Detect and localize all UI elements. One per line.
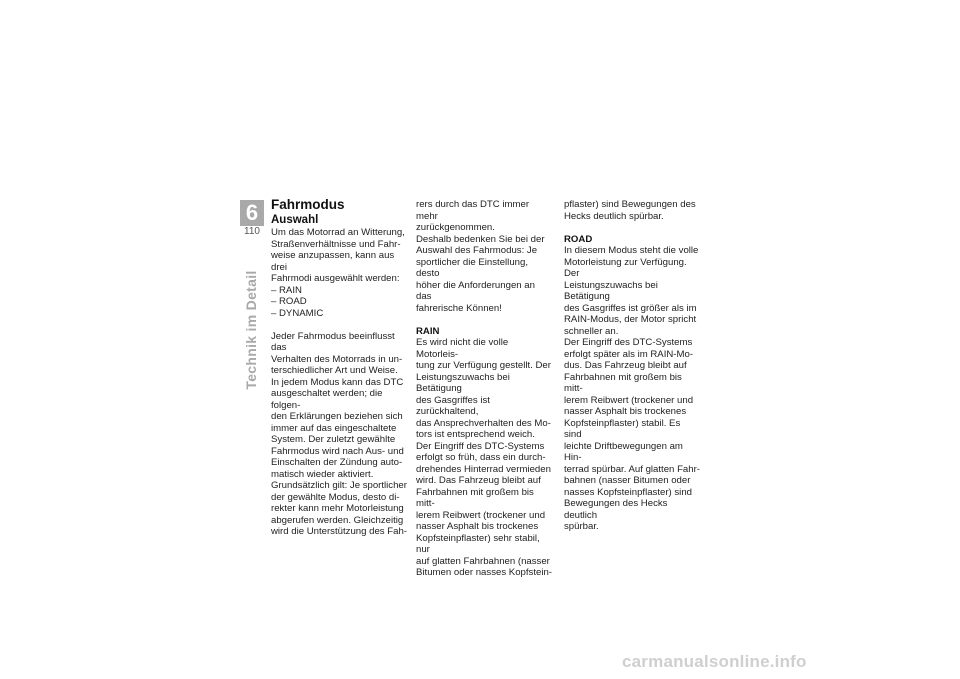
column-2 — [416, 199, 552, 579]
list-item: – RAIN — [271, 284, 302, 296]
intro-paragraph: Um das Motorrad an Witterung, Straßenverhältnisse und Fahr- weise anzupassen, kann aus drei Fahrmodi ausgewählt werden: — [271, 227, 405, 284]
rain-paragraph: Es wird nicht die volle Motorleis- tung zur Verfügung gestellt. Der Leistungszuwachs bei Betätigung des Gasgriffes ist zurückhaltend, das Ansprechverhalten des Mo- tors ist entsprechend weich. Der Eingriff des DTC-Systems erfolgt so früh, dass ein durch- drehendes Hinterrad vermieden wird. Das Fahrzeug bleibt auf Fahrbahnen mit großem bis mitt- lerem Reibwert (trockener und nasser Asphalt bis trockenes Kopfsteinpflaster) sehr stabil, nur auf glatten Fahrbahnen (nasser Bitumen oder nasses Kopfstein- — [416, 337, 552, 578]
chapter-side-label: Technik im Detail — [243, 270, 259, 390]
chapter-number-tab: 6 — [240, 200, 264, 226]
body-paragraph: pflaster) sind Bewegungen des Hecks deutlich spürbar. — [564, 199, 696, 222]
page-number: 110 — [244, 226, 260, 237]
column-3 — [564, 199, 700, 533]
watermark-text: carmanualsonline.info — [622, 652, 807, 671]
section-subtitle: Auswahl — [271, 214, 319, 226]
mode-list — [271, 285, 407, 320]
road-paragraph: In diesem Modus steht die volle Motorleistung zur Verfügung. Der Leistungszuwachs bei Betätigung des Gasgriffes ist größer als im RAIN-Modus, der Motor spricht schneller an. Der Eingriff des DTC-Systems erfolgt später als im RAIN-Mo- dus. Das Fahrzeug bleibt auf Fahrbahnen mit großem bis mitt- lerem Reibwert (trockener und nasser Asphalt bis trockenes Kopfsteinpflaster) stabil. Es sind leichte Driftbewegungen am Hin- terrad spürbar. Auf glatten Fahr- bahnen (nasser Bitumen oder nasses Kopfsteinpflaster) sind Bewegungen des Hecks deutlich spürbar. — [564, 245, 700, 532]
body-paragraph: Jeder Fahrmodus beeinflusst das Verhalten des Motorrads in un- terschiedlicher Art und Weise. In jedem Modus kann das DTC ausgeschaltet werden; die folgen- den Erklärungen beziehen sich immer auf das eingeschaltete System. Der zuletzt gewählte Fahrmodus wird nach Aus- und Einschalten der Zündung auto- matisch wieder aktiviert. Grundsätzlich gilt: Je sportlicher der gewählte Modus, desto di- rekter kann mehr Motorleistung abgerufen werden. Gleichzeitig wird die Unterstützung des Fah- — [271, 330, 407, 537]
body-paragraph: rers durch das DTC immer mehr zurückgenommen. Deshalb bedenken Sie bei der Auswahl des Fahrmodus: Je sportlicher die Einstellung, desto höher die Anforderungen an das fahrerische Können! — [416, 199, 545, 314]
list-item: – DYNAMIC — [271, 307, 324, 319]
column-1 — [271, 197, 407, 538]
rain-heading: RAIN — [416, 325, 440, 337]
section-title: Fahrmodus — [271, 197, 345, 212]
list-item: – ROAD — [271, 296, 307, 307]
road-heading: ROAD — [564, 233, 593, 245]
